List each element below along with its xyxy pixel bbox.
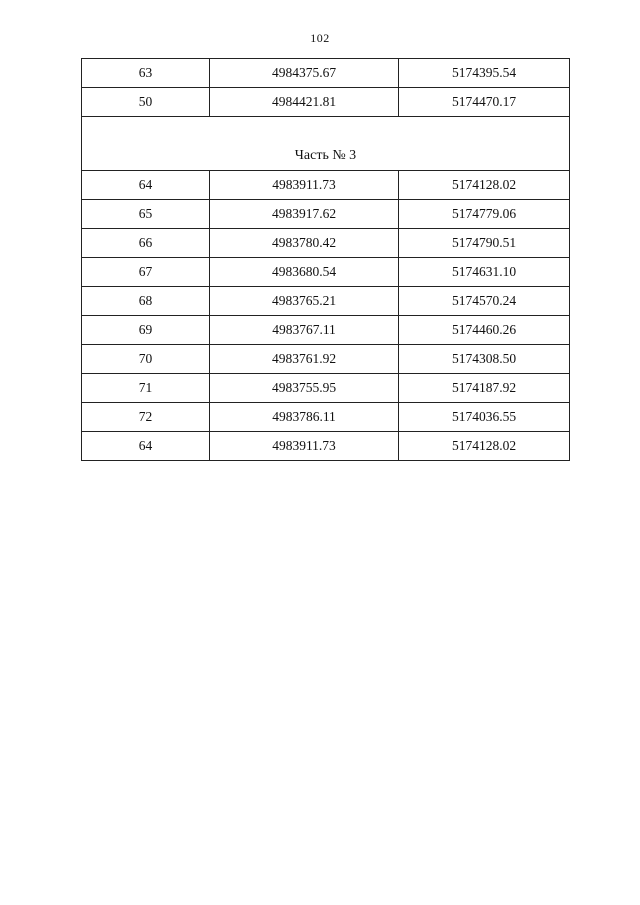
- page-number: 102: [310, 31, 330, 45]
- point-number-cell: 67: [82, 258, 210, 287]
- y-coordinate-cell: 5174790.51: [399, 229, 570, 258]
- y-coordinate-cell: 5174779.06: [399, 200, 570, 229]
- y-coordinate-cell: 5174395.54: [399, 59, 570, 88]
- x-coordinate-cell: 4983911.73: [210, 171, 399, 200]
- table-row: [82, 403, 570, 432]
- point-number-cell: 63: [82, 59, 210, 88]
- table-row: [82, 229, 570, 258]
- x-coordinate-cell: 4983786.11: [210, 403, 399, 432]
- table-row: [82, 171, 570, 200]
- section-title: Часть № 3: [82, 117, 570, 171]
- point-number-cell: 64: [82, 171, 210, 200]
- x-coordinate-cell: 4983917.62: [210, 200, 399, 229]
- x-coordinate-cell: 4983780.42: [210, 229, 399, 258]
- coordinates-table-body: [82, 59, 570, 461]
- x-coordinate-cell: 4983761.92: [210, 345, 399, 374]
- point-number-cell: 64: [82, 432, 210, 461]
- x-coordinate-cell: 4983765.21: [210, 287, 399, 316]
- table-row: [82, 374, 570, 403]
- point-number-cell: 50: [82, 88, 210, 117]
- point-number-cell: 66: [82, 229, 210, 258]
- y-coordinate-cell: 5174308.50: [399, 345, 570, 374]
- table-row: [82, 287, 570, 316]
- point-number-cell: 65: [82, 200, 210, 229]
- y-coordinate-cell: 5174128.02: [399, 432, 570, 461]
- table-row: [82, 432, 570, 461]
- x-coordinate-cell: 4983911.73: [210, 432, 399, 461]
- point-number-cell: 68: [82, 287, 210, 316]
- y-coordinate-cell: 5174187.92: [399, 374, 570, 403]
- y-coordinate-cell: 5174631.10: [399, 258, 570, 287]
- section-row: [82, 117, 570, 171]
- x-coordinate-cell: 4983680.54: [210, 258, 399, 287]
- y-coordinate-cell: 5174128.02: [399, 171, 570, 200]
- x-coordinate-cell: 4984375.67: [210, 59, 399, 88]
- x-coordinate-cell: 4983755.95: [210, 374, 399, 403]
- point-number-cell: 70: [82, 345, 210, 374]
- table-row: [82, 59, 570, 88]
- x-coordinate-cell: 4984421.81: [210, 88, 399, 117]
- table-row: [82, 88, 570, 117]
- y-coordinate-cell: 5174460.26: [399, 316, 570, 345]
- table-row: [82, 200, 570, 229]
- y-coordinate-cell: 5174570.24: [399, 287, 570, 316]
- table-row: [82, 258, 570, 287]
- point-number-cell: 69: [82, 316, 210, 345]
- table-row: [82, 316, 570, 345]
- x-coordinate-cell: 4983767.11: [210, 316, 399, 345]
- point-number-cell: 71: [82, 374, 210, 403]
- y-coordinate-cell: 5174470.17: [399, 88, 570, 117]
- y-coordinate-cell: 5174036.55: [399, 403, 570, 432]
- point-number-cell: 72: [82, 403, 210, 432]
- table-row: [82, 345, 570, 374]
- coordinates-table: [81, 58, 570, 461]
